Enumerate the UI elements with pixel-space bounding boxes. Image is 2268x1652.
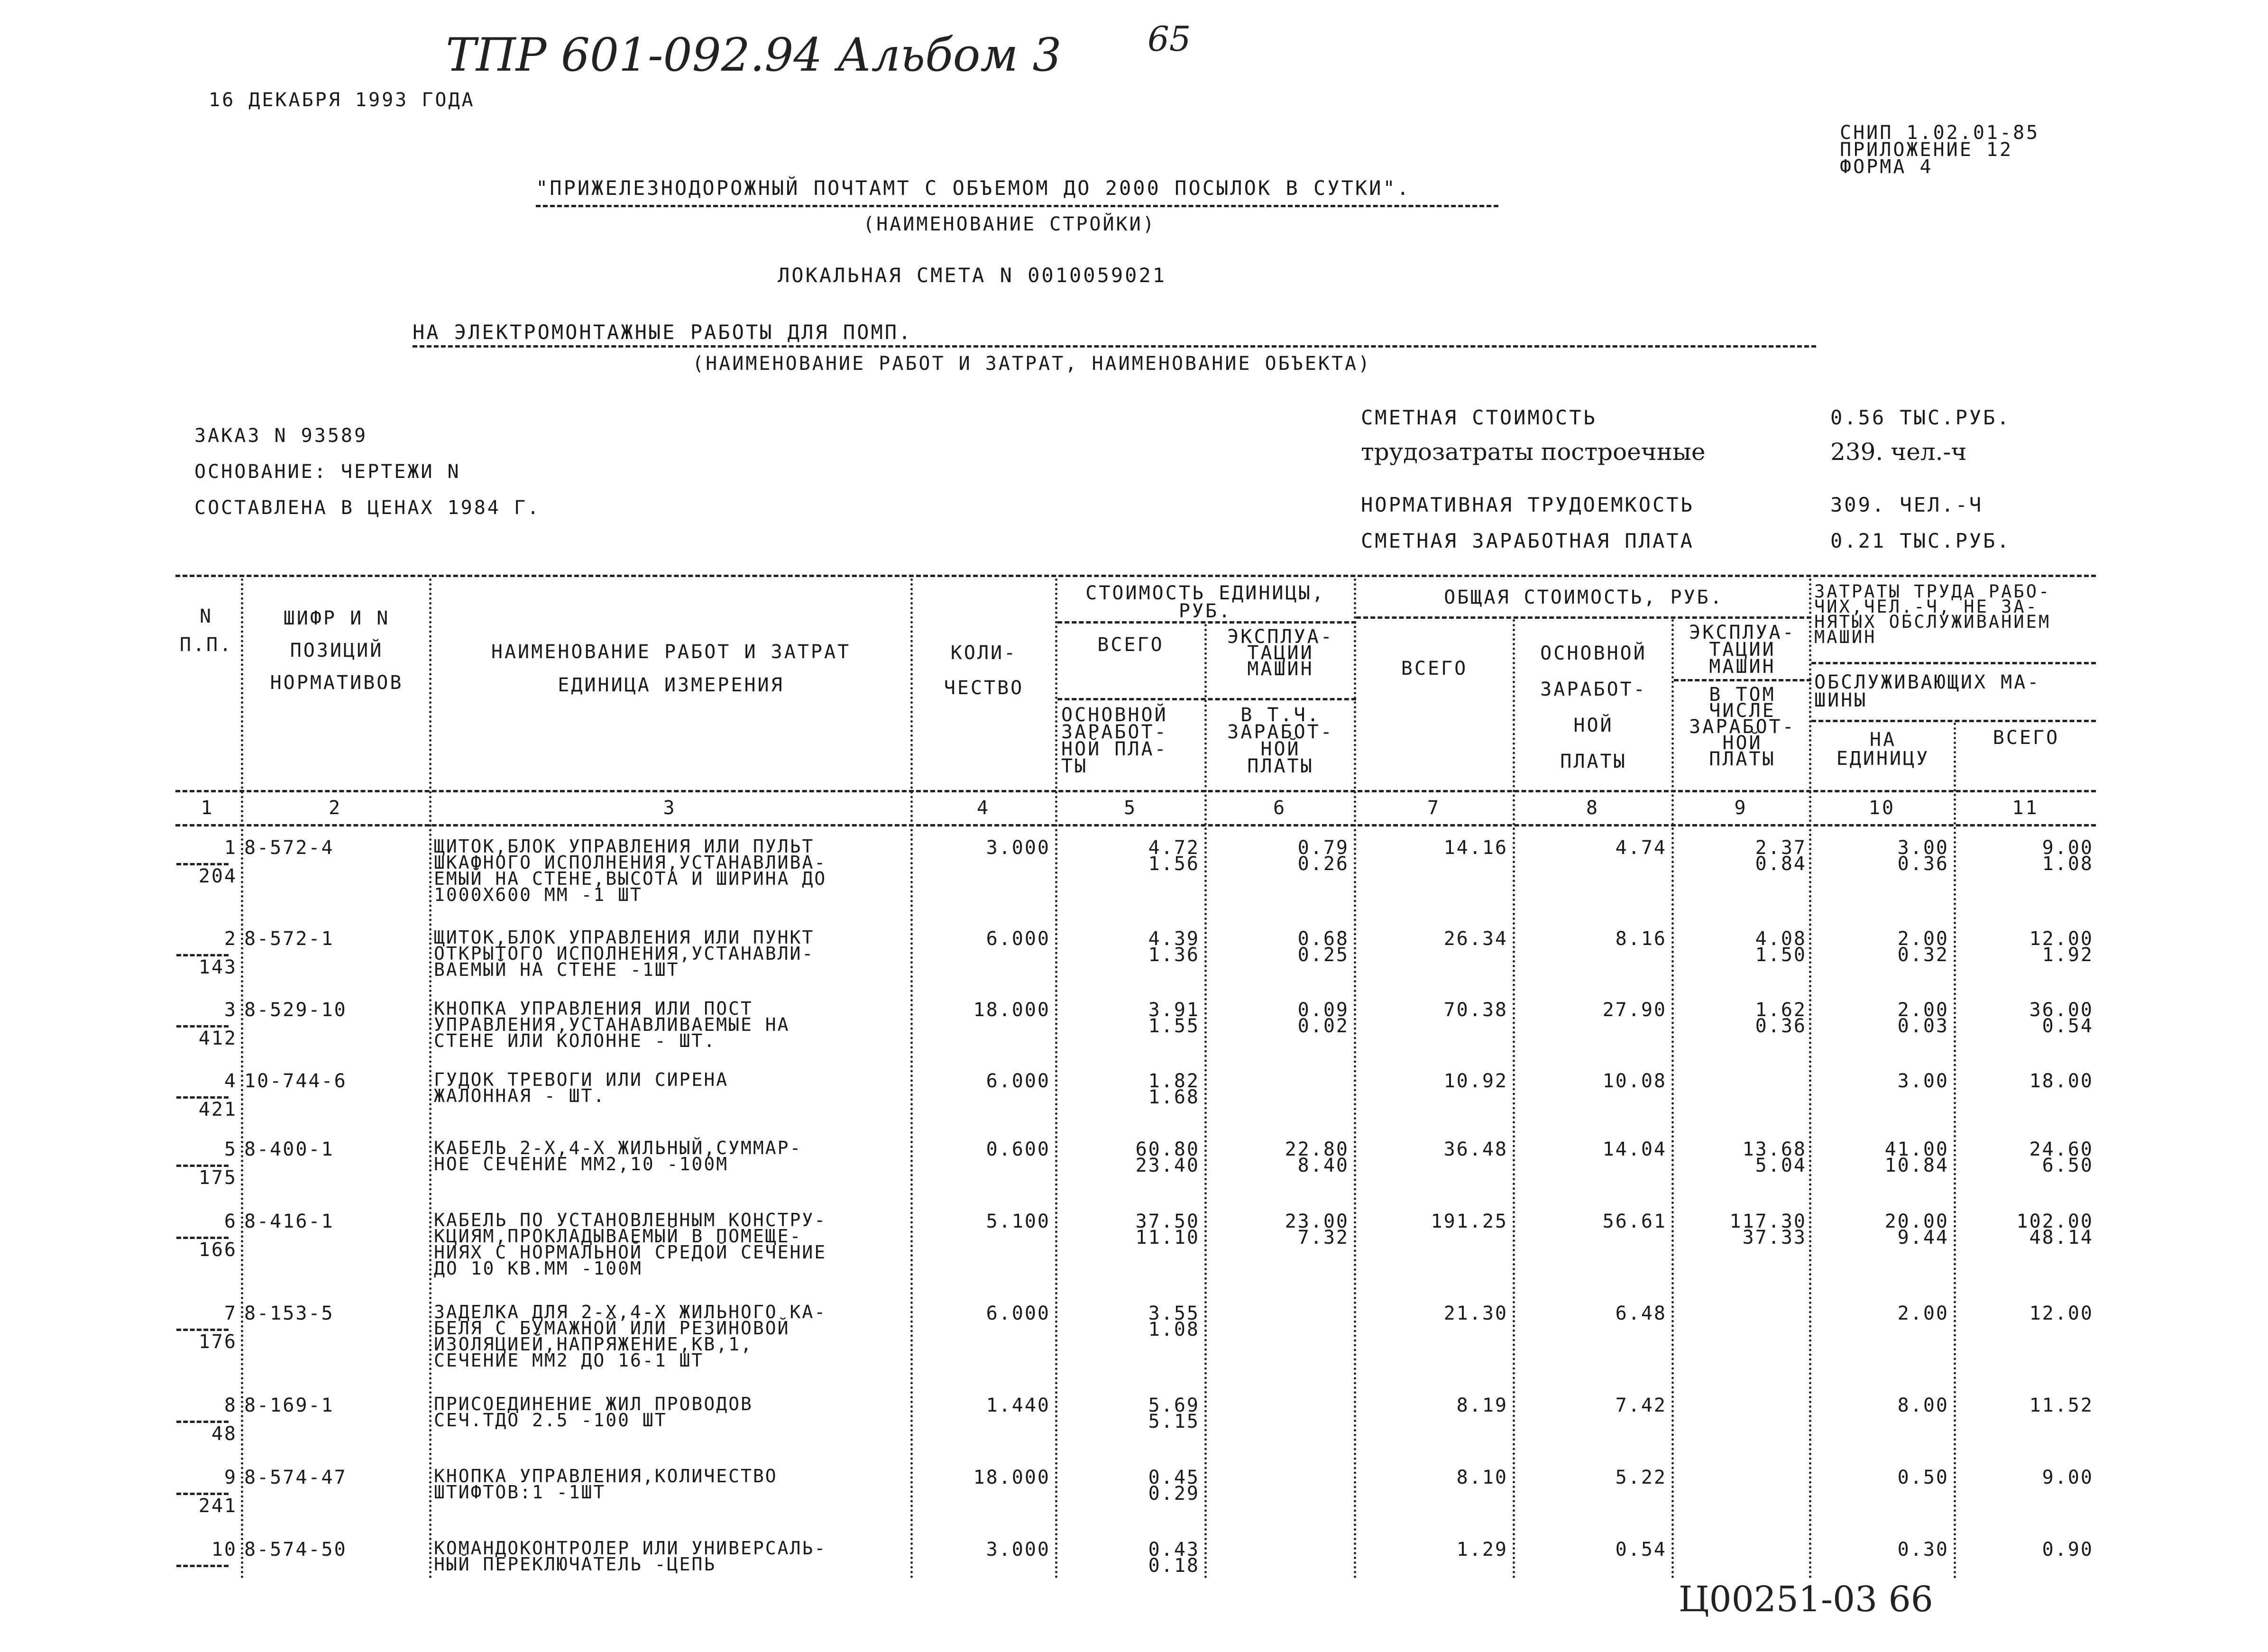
header-tc-machines bbox=[1675, 622, 1810, 678]
header-uc-wage bbox=[1061, 704, 1203, 777]
c6-value-2: 8.40 bbox=[1297, 1155, 1349, 1176]
header-uc-total: ВСЕГО bbox=[1097, 634, 1164, 656]
c11-value-2: 6.50 bbox=[2042, 1155, 2094, 1176]
c5-value: 3.55 bbox=[1148, 1303, 1200, 1324]
c11-value: 0.90 bbox=[2042, 1539, 2094, 1560]
album-title: ТПР 601-092.94 Альбом 3 bbox=[446, 28, 1062, 82]
header-line: ПЛАТЫ bbox=[1560, 751, 1627, 772]
c9-value: 117.30 bbox=[1729, 1211, 1807, 1232]
header-line: ЧЕСТВО bbox=[944, 677, 1024, 699]
header-line: НЯТЫХ ОБСЛУЖИВАНИЕМ bbox=[1814, 612, 2051, 632]
works-title: НА ЭЛЕКТРОМОНТАЖНЫЕ РАБОТЫ ДЛЯ ПОМП. bbox=[413, 321, 913, 344]
header-labor bbox=[1814, 581, 2094, 647]
c10-value: 3.00 bbox=[1897, 1070, 1949, 1092]
col-number: 7 bbox=[1427, 797, 1441, 819]
snip-line: СНИП 1.02.01-85 bbox=[1840, 122, 2040, 144]
c10-value: 0.30 bbox=[1897, 1539, 1949, 1560]
header-total-cost: ОБЩАЯ СТОИМОСТЬ, РУБ. bbox=[1444, 587, 1724, 608]
work-description-line: 1000Х600 ММ -1 ШТ bbox=[434, 884, 643, 905]
total-cost: 191.25 bbox=[1431, 1211, 1508, 1232]
work-description-line: КОМАНДОКОНТРОЛЕР ИЛИ УНИВЕРСАЛЬ- bbox=[434, 1538, 827, 1559]
header-line: ПЛАТЫ bbox=[1709, 748, 1776, 770]
work-description-line: СЕЧЕНИЕ ММ2 ДО 16-1 ШТ bbox=[434, 1350, 704, 1371]
estimate-cost-value: 0.56 ТЫС.РУБ. bbox=[1830, 406, 2011, 429]
row-number-rule bbox=[176, 1493, 229, 1495]
c10-value: 3.00 bbox=[1897, 837, 1949, 859]
c5-value: 4.39 bbox=[1148, 928, 1200, 950]
header-line: ЗАРАБОТ- bbox=[1061, 721, 1168, 743]
header-line: СТОИМОСТЬ ЕДИНИЦЫ, bbox=[1085, 582, 1325, 604]
work-description-line: ШТИФТОВ:1 -1ШТ bbox=[434, 1482, 606, 1503]
work-description-line: ЖАЛОННАЯ - ШТ. bbox=[434, 1085, 606, 1106]
c6-value: 0.79 bbox=[1297, 837, 1349, 859]
c11-value-2: 48.14 bbox=[2029, 1227, 2094, 1248]
c5-value-2: 1.56 bbox=[1148, 853, 1200, 875]
quantity: 5.100 bbox=[986, 1211, 1050, 1232]
row-number-rule bbox=[176, 1025, 229, 1028]
header-line: МАШИН bbox=[1247, 658, 1314, 680]
norm-code: 8-574-50 bbox=[244, 1539, 347, 1560]
total-cost: 26.34 bbox=[1443, 928, 1508, 950]
norm-code: 8-416-1 bbox=[244, 1211, 334, 1232]
c10-value: 8.00 bbox=[1897, 1395, 1949, 1416]
c5-value: 5.69 bbox=[1148, 1395, 1200, 1416]
total-cost: 14.16 bbox=[1443, 837, 1508, 859]
header-line: ЗАРАБОТ- bbox=[1689, 716, 1796, 738]
header-col3 bbox=[434, 635, 908, 702]
total-wage: 56.61 bbox=[1602, 1211, 1667, 1232]
col-number: 1 bbox=[201, 797, 214, 819]
estimate-title: ЛОКАЛЬНАЯ СМЕТА N 0010059021 bbox=[778, 264, 1167, 287]
archive-stamp: Ц00251-03 66 bbox=[1679, 1579, 1933, 1620]
work-description-line: КАБЕЛЬ ПО УСТАНОВЛЕННЫМ КОНСТРУ- bbox=[434, 1210, 827, 1230]
work-description-line: ВАЕМЫЙ НА СТЕНЕ -1ШТ bbox=[434, 959, 679, 980]
c5-value: 60.80 bbox=[1135, 1138, 1200, 1160]
project-name: "ПРИЖЕЛЕЗНОДОРОЖНЫЙ ПОЧТАМТ С ОБЪЕМОМ ДО 2000 ПОСЫЛОК В СУТКИ". bbox=[536, 176, 1411, 200]
row-number: 5 bbox=[224, 1138, 237, 1160]
header-line: В Т.Ч. bbox=[1240, 704, 1321, 726]
row-number-rule bbox=[176, 863, 229, 865]
snip-line: ПРИЛОЖЕНИЕ 12 bbox=[1840, 139, 2013, 161]
header-rule bbox=[1356, 616, 1811, 619]
estimate-cost-label: СМЕТНАЯ СТОИМОСТЬ bbox=[1361, 406, 1597, 429]
work-description-line: ПРИСОЕДИНЕНИЕ ЖИЛ ПРОВОДОВ bbox=[434, 1394, 753, 1414]
norm-code: 8-400-1 bbox=[244, 1138, 334, 1160]
header-line: ОБСЛУЖИВАЮЩИХ МА- bbox=[1814, 671, 2041, 693]
work-description-line: КНОПКА УПРАВЛЕНИЯ,КОЛИЧЕСТВО bbox=[434, 1466, 778, 1487]
col-number: 4 bbox=[976, 797, 991, 819]
c6-value-2: 0.26 bbox=[1297, 853, 1349, 875]
quantity: 6.000 bbox=[986, 1070, 1050, 1092]
table-number-rule bbox=[175, 824, 2096, 826]
total-cost: 8.19 bbox=[1456, 1395, 1508, 1416]
c5-value: 3.91 bbox=[1148, 999, 1200, 1021]
col-number: 11 bbox=[2012, 797, 2039, 819]
norm-code: 8-529-10 bbox=[244, 999, 347, 1021]
header-line: МАШИН bbox=[1814, 627, 1877, 647]
price-base: СОСТАВЛЕНА В ЦЕНАХ 1984 Г. bbox=[194, 497, 541, 519]
table-header-rule bbox=[175, 790, 2096, 792]
header-line: НОЙ bbox=[1260, 738, 1301, 760]
work-description-line: КЦИЯМ,ПРОКЛАДЫВАЕМЫЙ В ПОМЕЩЕ- bbox=[434, 1226, 802, 1247]
col-number: 9 bbox=[1734, 797, 1748, 819]
row-number-rule bbox=[176, 954, 229, 956]
header-line: ЧИСЛЕ bbox=[1709, 700, 1776, 722]
c11-value: 12.00 bbox=[2029, 1303, 2094, 1324]
header-line: РУБ. bbox=[1178, 600, 1232, 622]
labor-costs-label: трудозатраты построечные bbox=[1361, 438, 1706, 466]
work-description-line: ИЗОЛЯЦИЕЙ,НАПРЯЖЕНИЕ,КВ,1, bbox=[434, 1334, 753, 1355]
c5-value-2: 5.15 bbox=[1148, 1411, 1200, 1432]
header-line: КОЛИ- bbox=[950, 642, 1018, 664]
total-wage: 7.42 bbox=[1615, 1395, 1667, 1416]
c10-value-2: 10.84 bbox=[1884, 1155, 1949, 1176]
row-number: 9 bbox=[224, 1467, 237, 1488]
c10-value: 20.00 bbox=[1884, 1211, 1949, 1232]
snip-line: ФОРМА 4 bbox=[1840, 156, 1933, 178]
row-number: 10 bbox=[211, 1539, 237, 1560]
quantity: 6.000 bbox=[986, 928, 1050, 950]
row-number: 2 bbox=[224, 928, 237, 950]
wage-value: 0.21 ТЫС.РУБ. bbox=[1830, 529, 2011, 552]
c9-value: 1.62 bbox=[1755, 999, 1807, 1021]
c10-value-2: 9.44 bbox=[1897, 1227, 1949, 1248]
c11-value-2: 1.92 bbox=[2042, 944, 2094, 966]
header-line: ЭКСПЛУА- bbox=[1227, 626, 1334, 648]
c6-value: 23.00 bbox=[1285, 1211, 1349, 1232]
norm-code: 8-572-4 bbox=[244, 837, 334, 859]
header-line: ЧИХ,ЧЕЛ.-Ч, НЕ ЗА- bbox=[1814, 597, 2038, 617]
column-separator bbox=[1204, 624, 1207, 1579]
header-line: ПЛАТЫ bbox=[1247, 755, 1314, 777]
c9-value-2: 1.50 bbox=[1755, 944, 1807, 966]
c6-value: 22.80 bbox=[1285, 1138, 1349, 1160]
col-number: 8 bbox=[1586, 797, 1600, 819]
header-line: ЗАРАБОТ- bbox=[1227, 721, 1334, 743]
c6-value-2: 0.02 bbox=[1297, 1015, 1349, 1037]
c5-value-2: 23.40 bbox=[1135, 1155, 1200, 1176]
work-description-line: ДО 10 КВ.ММ -100М bbox=[434, 1258, 643, 1279]
work-description-line: НОЕ СЕЧЕНИЕ ММ2,10 -100М bbox=[434, 1154, 729, 1175]
header-line: ТАЦИИ bbox=[1709, 639, 1776, 661]
c10-value: 2.00 bbox=[1897, 1303, 1949, 1324]
col-number: 2 bbox=[328, 797, 342, 819]
header-rule bbox=[1674, 679, 1811, 681]
header-line: ПОЗИЦИЙ bbox=[290, 640, 384, 661]
header-line: N bbox=[199, 606, 213, 627]
total-wage: 8.16 bbox=[1615, 928, 1667, 950]
page-number: 65 bbox=[1148, 19, 1191, 59]
total-wage: 27.90 bbox=[1602, 999, 1667, 1021]
total-cost: 8.10 bbox=[1456, 1467, 1508, 1488]
c10-value: 0.50 bbox=[1897, 1467, 1949, 1488]
c9-value: 4.08 bbox=[1755, 928, 1807, 950]
c5-value: 37.50 bbox=[1135, 1211, 1200, 1232]
c11-value: 18.00 bbox=[2029, 1070, 2094, 1092]
project-caption: (НАИМЕНОВАНИЕ СТРОЙКИ) bbox=[863, 213, 1156, 235]
header-line: ЕДИНИЦА ИЗМЕРЕНИЯ bbox=[558, 674, 784, 696]
header-line: НА bbox=[1869, 729, 1897, 751]
col-number: 6 bbox=[1273, 797, 1287, 819]
header-line: НОРМАТИВОВ bbox=[270, 672, 404, 694]
header-line: ТЫ bbox=[1061, 755, 1088, 777]
work-description-line: УПРАВЛЕНИЯ,УСТАНАВЛИВАЕМЫЕ НА bbox=[434, 1014, 790, 1035]
work-description-line: БЕЛЯ С БУМАЖНОЙ ИЛИ РЕЗИНОВОЙ bbox=[434, 1318, 790, 1339]
row-number: 7 bbox=[224, 1303, 237, 1324]
c9-value-2: 5.04 bbox=[1755, 1155, 1807, 1176]
col-number: 10 bbox=[1868, 797, 1896, 819]
header-line: В ТОМ bbox=[1709, 684, 1776, 706]
row-subnumber: 412 bbox=[198, 1028, 237, 1049]
total-wage: 5.22 bbox=[1615, 1467, 1667, 1488]
header-col2 bbox=[244, 602, 429, 699]
quantity: 3.000 bbox=[986, 1539, 1050, 1560]
c11-value: 36.00 bbox=[2029, 999, 2094, 1021]
header-uc-machines bbox=[1208, 626, 1353, 680]
c6-value-2: 0.25 bbox=[1297, 944, 1349, 966]
work-description-line: КАБЕЛЬ 2-Х,4-Х ЖИЛЬНЫЙ,СУММАР- bbox=[434, 1138, 802, 1158]
c5-value: 0.45 bbox=[1148, 1467, 1200, 1488]
c10-value-2: 0.03 bbox=[1897, 1015, 1949, 1037]
norm-code: 8-574-47 bbox=[244, 1467, 347, 1488]
divider bbox=[413, 345, 1816, 348]
row-subnumber: 421 bbox=[198, 1099, 237, 1120]
norm-labor-value: 309. ЧЕЛ.-Ч bbox=[1830, 493, 1983, 516]
quantity: 0.600 bbox=[986, 1138, 1050, 1160]
total-wage: 0.54 bbox=[1615, 1539, 1667, 1560]
norm-code: 8-169-1 bbox=[244, 1395, 334, 1416]
header-line: ОСНОВНОЙ bbox=[1061, 704, 1168, 726]
c11-value: 11.52 bbox=[2029, 1395, 2094, 1416]
c6-value: 0.68 bbox=[1297, 928, 1349, 950]
c9-value: 13.68 bbox=[1742, 1138, 1807, 1160]
row-number-rule bbox=[176, 1421, 229, 1423]
work-description-line: ЗАДЕЛКА ДЛЯ 2-Х,4-Х ЖИЛЬНОГО КА- bbox=[434, 1302, 827, 1322]
column-separator bbox=[241, 578, 243, 1579]
header-per-unit bbox=[1814, 730, 1952, 768]
work-description-line: КНОПКА УПРАВЛЕНИЯ ИЛИ ПОСТ bbox=[434, 998, 753, 1019]
c9-value-2: 0.84 bbox=[1755, 853, 1807, 875]
row-number: 3 bbox=[224, 999, 237, 1021]
work-description-line: СЕЧ.ТДО 2.5 -100 ШТ bbox=[434, 1410, 667, 1431]
total-wage: 4.74 bbox=[1615, 837, 1667, 859]
header-line: ЕДИНИЦУ bbox=[1836, 748, 1930, 770]
total-cost: 21.30 bbox=[1443, 1303, 1508, 1324]
header-line: ШИФР И N bbox=[283, 607, 390, 629]
c5-value-2: 11.10 bbox=[1135, 1227, 1200, 1248]
row-subnumber: 143 bbox=[198, 956, 237, 978]
header-line: НОЙ ПЛА- bbox=[1061, 738, 1168, 760]
c9-value-2: 37.33 bbox=[1742, 1227, 1807, 1248]
header-all: ВСЕГО bbox=[1993, 727, 2060, 749]
c5-value-2: 0.18 bbox=[1148, 1555, 1200, 1577]
date: 16 ДЕКАБРЯ 1993 ГОДА bbox=[209, 89, 475, 111]
header-col4 bbox=[915, 635, 1053, 706]
c11-value: 24.60 bbox=[2029, 1138, 2094, 1160]
header-uc-incl bbox=[1208, 704, 1353, 777]
c5-value-2: 1.68 bbox=[1148, 1086, 1200, 1108]
row-number: 4 bbox=[224, 1070, 237, 1092]
header-line: ОСНОВНОЙ bbox=[1540, 642, 1647, 664]
c5-value-2: 0.29 bbox=[1148, 1483, 1200, 1505]
total-wage: 6.48 bbox=[1615, 1303, 1667, 1324]
row-number: 1 bbox=[224, 837, 237, 859]
total-cost: 1.29 bbox=[1456, 1539, 1508, 1560]
row-number: 8 bbox=[224, 1395, 237, 1416]
header-labor-service bbox=[1814, 673, 2094, 709]
norm-code: 8-153-5 bbox=[244, 1303, 334, 1324]
work-description-line: НИЯХ С НОРМАЛЬНОЙ СРЕДОЙ СЕЧЕНИЕ bbox=[434, 1242, 827, 1263]
header-line: ШИНЫ bbox=[1814, 689, 1868, 711]
c11-value: 9.00 bbox=[2042, 1467, 2094, 1488]
c10-value: 41.00 bbox=[1884, 1138, 1949, 1160]
row-subnumber: 175 bbox=[198, 1167, 237, 1189]
c5-value-2: 1.08 bbox=[1148, 1319, 1200, 1340]
works-caption: (НАИМЕНОВАНИЕ РАБОТ И ЗАТРАТ, НАИМЕНОВАНИЕ ОБЪЕКТА) bbox=[692, 353, 1372, 375]
row-number-rule bbox=[176, 1096, 229, 1099]
norm-labor-label: НОРМАТИВНАЯ ТРУДОЕМКОСТЬ bbox=[1361, 493, 1694, 516]
row-number-rule bbox=[176, 1237, 229, 1239]
c5-value: 1.82 bbox=[1148, 1070, 1200, 1092]
column-separator bbox=[1671, 619, 1674, 1579]
header-line: ТАЦИИ bbox=[1247, 642, 1314, 664]
header-line: ЭКСПЛУА- bbox=[1689, 622, 1796, 643]
header-unit-cost bbox=[1058, 584, 1352, 620]
norm-code: 10-744-6 bbox=[244, 1070, 347, 1092]
c5-value: 0.43 bbox=[1148, 1539, 1200, 1560]
header-tc-total: ВСЕГО bbox=[1401, 658, 1468, 679]
c6-value-2: 7.32 bbox=[1297, 1227, 1349, 1248]
header-line: НОЙ bbox=[1722, 732, 1763, 754]
quantity: 18.000 bbox=[973, 1467, 1050, 1488]
row-subnumber: 204 bbox=[198, 865, 237, 887]
wage-label: СМЕТНАЯ ЗАРАБОТНАЯ ПЛАТА bbox=[1361, 529, 1694, 552]
work-description-line: ЕМЫЙ НА СТЕНЕ,ВЫСОТА И ШИРИНА ДО bbox=[434, 868, 827, 889]
row-subnumber: 48 bbox=[211, 1423, 237, 1445]
header-line: ЗАТРАТЫ ТРУДА РАБО- bbox=[1814, 581, 2051, 602]
c10-value: 2.00 bbox=[1897, 928, 1949, 950]
quantity: 18.000 bbox=[973, 999, 1050, 1021]
work-description-line: СТЕНЕ ИЛИ КОЛОННЕ - ШТ. bbox=[434, 1030, 716, 1051]
divider bbox=[536, 205, 1498, 207]
c11-value: 12.00 bbox=[2029, 928, 2094, 950]
total-cost: 10.92 bbox=[1443, 1070, 1508, 1092]
header-tc-wage bbox=[1516, 635, 1671, 780]
row-subnumber: 166 bbox=[198, 1239, 237, 1261]
work-description-line: ЩИТОК,БЛОК УПРАВЛЕНИЯ ИЛИ ПУЛЬТ bbox=[434, 836, 815, 857]
header-line: НОЙ bbox=[1573, 715, 1614, 736]
c11-value-2: 0.54 bbox=[2042, 1015, 2094, 1037]
c5-value-2: 1.36 bbox=[1148, 944, 1200, 966]
c11-value: 102.00 bbox=[2016, 1211, 2094, 1232]
header-line: НАИМЕНОВАНИЕ РАБОТ И ЗАТРАТ bbox=[491, 641, 851, 663]
header-col1 bbox=[175, 602, 237, 659]
c9-value: 2.37 bbox=[1755, 837, 1807, 859]
row-subnumber: 176 bbox=[198, 1331, 237, 1353]
c11-value-2: 1.08 bbox=[2042, 853, 2094, 875]
table-top-rule bbox=[175, 575, 2096, 577]
row-subnumber: 241 bbox=[198, 1495, 237, 1517]
header-tc-incl bbox=[1675, 684, 1810, 770]
snip-ref bbox=[1840, 122, 2040, 178]
total-cost: 36.48 bbox=[1443, 1138, 1508, 1160]
row-number: 6 bbox=[224, 1211, 237, 1232]
c11-value: 9.00 bbox=[2042, 837, 2094, 859]
c9-value-2: 0.36 bbox=[1755, 1015, 1807, 1037]
labor-costs-value: 239. чел.-ч bbox=[1830, 438, 1967, 466]
col-number: 3 bbox=[663, 797, 677, 819]
work-description-line: ОТКРЫТОГО ИСПОЛНЕНИЯ,УСТАНАВЛИ- bbox=[434, 943, 815, 964]
basis: ОСНОВАНИЕ: ЧЕРТЕЖИ N bbox=[194, 461, 461, 483]
header-rule bbox=[1811, 720, 2096, 722]
header-line: МАШИН bbox=[1709, 656, 1776, 678]
work-description-line: ШКАФНОГО ИСПОЛНЕНИЯ,УСТАНАВЛИВА- bbox=[434, 852, 827, 873]
row-number-rule bbox=[176, 1329, 229, 1331]
column-separator bbox=[1513, 619, 1515, 1579]
work-description-line: ЩИТОК,БЛОК УПРАВЛЕНИЯ ИЛИ ПУНКТ bbox=[434, 927, 815, 948]
header-rule bbox=[1811, 662, 2096, 664]
norm-code: 8-572-1 bbox=[244, 928, 334, 950]
total-wage: 14.04 bbox=[1602, 1138, 1667, 1160]
row-number-rule bbox=[176, 1565, 229, 1567]
c10-value-2: 0.32 bbox=[1897, 944, 1949, 966]
c5-value-2: 1.55 bbox=[1148, 1015, 1200, 1037]
work-description-line: ГУДОК ТРЕВОГИ ИЛИ СИРЕНА bbox=[434, 1069, 729, 1090]
header-line: П.П. bbox=[179, 634, 233, 656]
quantity: 1.440 bbox=[986, 1395, 1050, 1416]
order-number: ЗАКАЗ N 93589 bbox=[194, 425, 368, 447]
c6-value: 0.09 bbox=[1297, 999, 1349, 1021]
header-line: ЗАРАБОТ- bbox=[1540, 679, 1647, 700]
quantity: 6.000 bbox=[986, 1303, 1050, 1324]
work-description-line: НЫЙ ПЕРЕКЛЮЧАТЕЛЬ -ЦЕПЬ bbox=[434, 1554, 716, 1575]
col-number: 5 bbox=[1123, 797, 1138, 819]
row-number-rule bbox=[176, 1165, 229, 1167]
total-wage: 10.08 bbox=[1602, 1070, 1667, 1092]
total-cost: 70.38 bbox=[1443, 999, 1508, 1021]
c10-value-2: 0.36 bbox=[1897, 853, 1949, 875]
c5-value: 4.72 bbox=[1148, 837, 1200, 859]
header-rule bbox=[1057, 698, 1356, 700]
c10-value: 2.00 bbox=[1897, 999, 1949, 1021]
quantity: 3.000 bbox=[986, 837, 1050, 859]
column-separator bbox=[429, 578, 432, 1579]
